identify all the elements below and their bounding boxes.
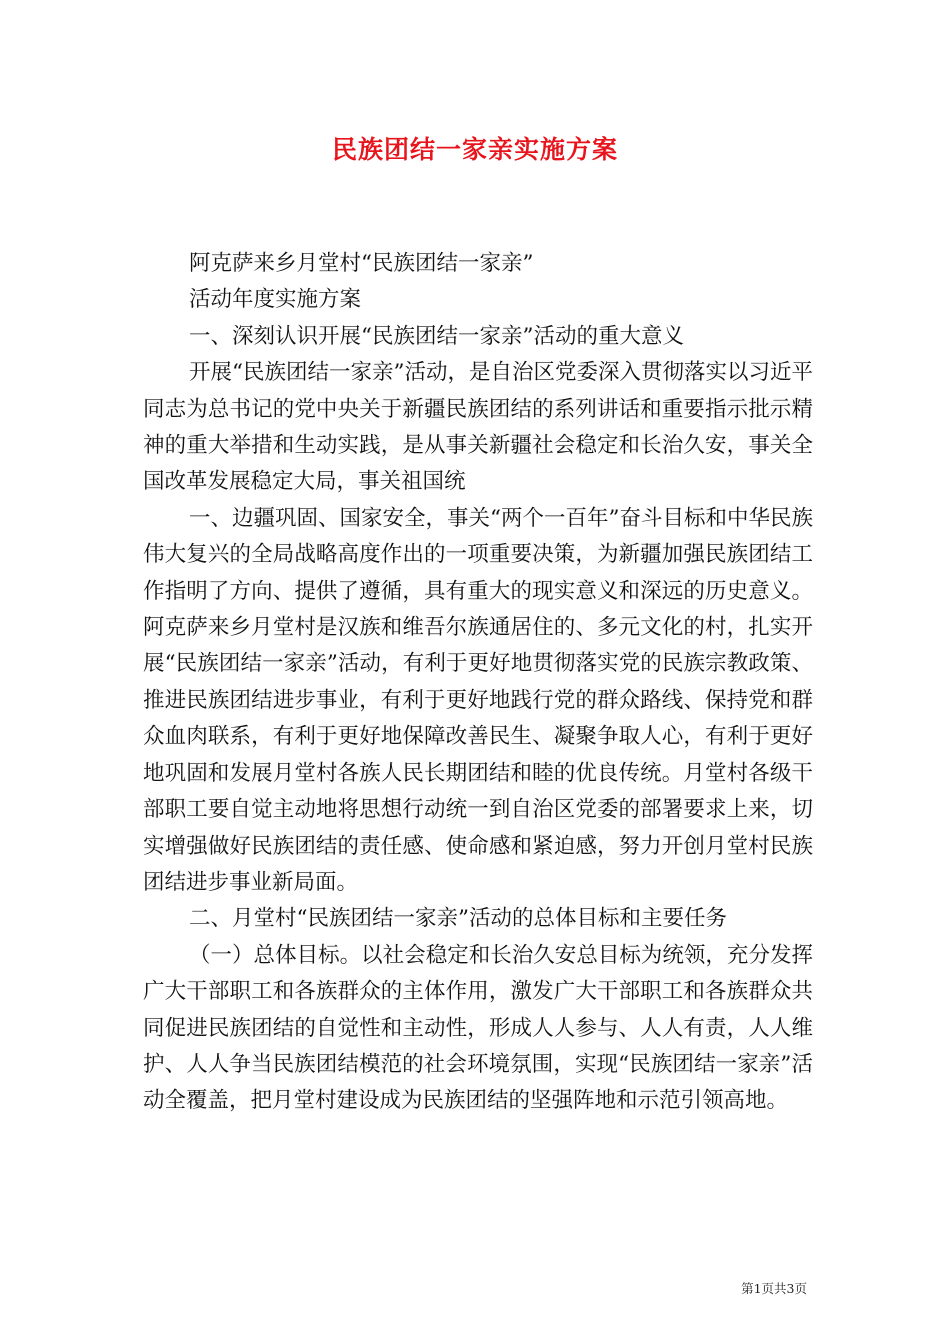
document-title: 民族团结一家亲实施方案 — [331, 135, 618, 164]
subtitle-line-1: 阿克萨来乡月堂村“民族团结一家亲” — [189, 251, 534, 276]
paragraph-1: 开展“民族团结一家亲”活动，是自治区党委深入贯彻落实以习近平同志为总书记的党中央关于新疆民族团结的系列讲话和重要指示批示精神的重大举措和生动实践，是从事关新疆社会稳定和长治久安，事关全国改革发展稳定大局，事关祖国统 — [143, 360, 813, 495]
paragraph-2: 一、边疆巩固、国家安全，事关“两个一百年”奋斗目标和中华民族伟大复兴的全局战略高度作出的一项重要决策，为新疆加强民族团结工作指明了方向、提供了遵循，具有重大的现实意义和深远的历史意义。阿克萨来乡月堂村是汉族和维吾尔族通居住的、多元文化的村，扎实开展“民族团结一家亲”活动，有利于更好地贯彻落实党的民族宗教政策、推进民族团结进步事业，有利于更好地践行党的群众路线、保持党和群众血肉联系，有利于更好地保障改善民生、凝聚争取人心，有利于更好地巩固和发展月堂村各族人民长期团结和睦的优良传统。月堂村各级干部职工要自觉主动地将思想行动统一到自治区党委的部署要求上来，切实增强做好民族团结的责任感、使命感和紧迫感，努力开创月堂村民族团结进步事业新局面。 — [143, 505, 813, 895]
subtitle-line-2: 活动年度实施方案 — [189, 287, 362, 313]
paragraph-3: （一）总体目标。以社会稳定和长治久安总目标为统领，充分发挥广大干部职工和各族群众的主体作用，激发广大干部职工和各族群众共同促进民族团结的自觉性和主动性，形成人人参与、人人有责，人人维护、人人争当民族团结模范的社会环境氛围，实现“民族团结一家亲”活动全覆盖，把月堂村建设成为民族团结的坚强阵地和示范引领高地。 — [143, 942, 813, 1114]
section-heading-1: 一、深刻认识开展“民族团结一家亲”活动的重大意义 — [189, 323, 684, 349]
section-heading-2: 二、月堂村“民族团结一家亲”活动的总体目标和主要任务 — [189, 906, 727, 932]
document-body — [143, 246, 813, 1120]
page-number-footer: 第1页共3页 — [741, 1281, 807, 1296]
